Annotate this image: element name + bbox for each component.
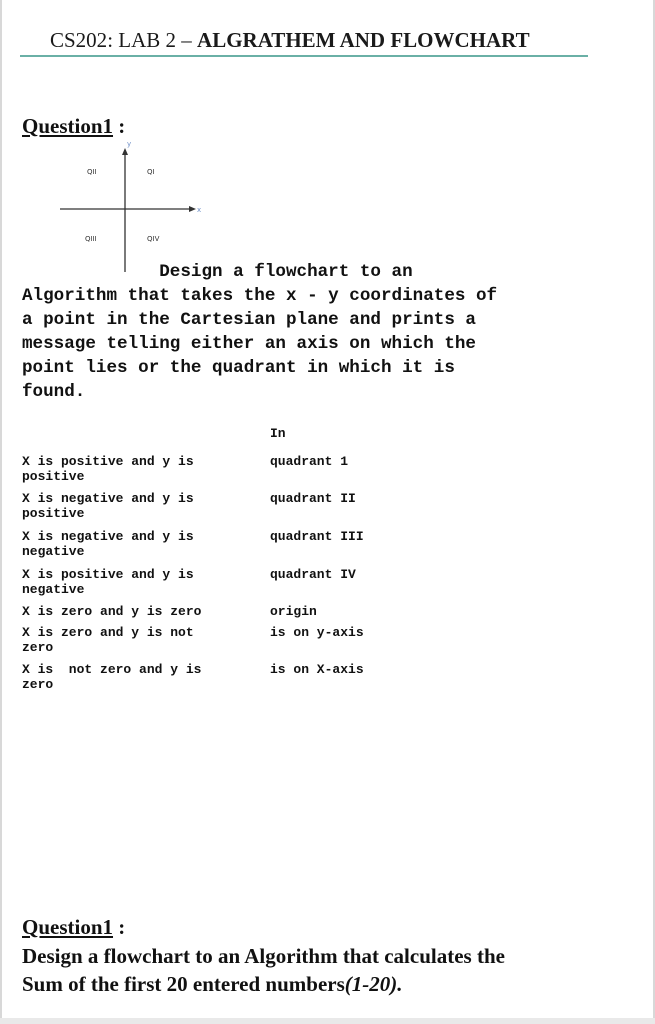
condition-cell: X is negative and y is negative (22, 529, 194, 559)
condition-cell: X is not zero and y is zero (22, 662, 202, 692)
y-axis-label: y (127, 140, 132, 148)
result-cell: quadrant III (270, 529, 364, 544)
question2-line2 (22, 970, 622, 998)
x-axis-label: x (197, 206, 202, 214)
description-line: a point in the Cartesian plane and prints a (22, 310, 476, 330)
condition-cell: X is negative and y is positive (22, 491, 194, 521)
condition-cell: X is positive and y is positive (22, 454, 194, 484)
page-left-edge (0, 0, 2, 1024)
question1-heading (22, 114, 125, 139)
question2-range: (1-20). (344, 972, 403, 996)
condition-cell: X is zero and y is not zero (22, 625, 194, 655)
lab-title: ALGRATHEM AND FLOWCHART (197, 28, 530, 52)
document-title (50, 28, 530, 53)
question1-description (22, 260, 592, 404)
question2-line2-text: Sum of the first 20 entered numbers (22, 972, 345, 996)
course-code: CS202 (50, 28, 108, 52)
quadrant-2-label: QII (87, 168, 97, 176)
quadrant-3-label: QIII (85, 235, 97, 243)
question1-heading-text: Question1 (22, 114, 114, 138)
description-line: message telling either an axis on which the (22, 334, 476, 354)
quadrant-4-label: QIV (147, 235, 160, 243)
y-axis-arrow (122, 148, 128, 155)
question1-heading-suffix: : (113, 114, 126, 138)
condition-cell: X is zero and y is zero (22, 604, 202, 619)
lab-label: : LAB 2 – (107, 28, 198, 52)
description-line: Design a flowchart to an (22, 262, 413, 282)
condition-cell: X is positive and y is negative (22, 567, 194, 597)
question2-line1: Design a flowchart to an Algorithm that calculates the (22, 944, 505, 968)
result-cell: quadrant 1 (270, 454, 349, 469)
result-cell: quadrant IV (270, 567, 356, 582)
result-cell: is on X-axis (270, 662, 364, 677)
title-underline (20, 55, 588, 57)
result-cell: origin (270, 604, 317, 619)
question2-description (22, 942, 622, 998)
description-line: point lies or the quadrant in which it is (22, 358, 455, 378)
question2-heading-text: Question1 (22, 915, 114, 939)
description-line: Algorithm that takes the x - y coordinates of (22, 286, 498, 306)
question2-heading-suffix: : (113, 915, 126, 939)
result-cell: is on y-axis (270, 625, 364, 640)
result-cell: quadrant II (270, 491, 356, 506)
page-bottom-strip (0, 1018, 655, 1024)
result-column-header: In (270, 426, 286, 441)
x-axis-arrow (189, 206, 196, 212)
question2-heading (22, 915, 125, 940)
description-line: found. (22, 382, 86, 402)
cartesian-plane-diagram (55, 140, 215, 275)
quadrant-1-label: QI (147, 168, 155, 176)
